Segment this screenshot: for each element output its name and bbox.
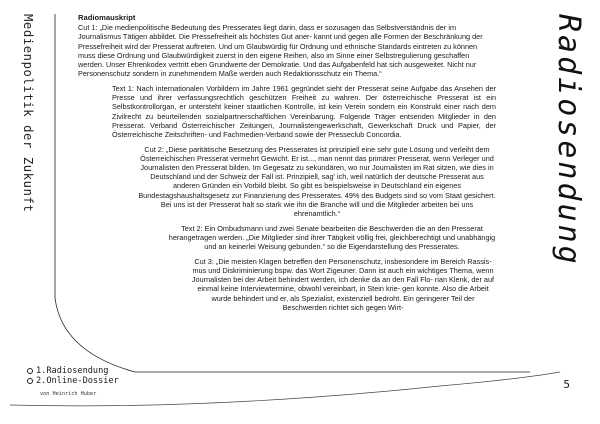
author-byline: von Heinrich Huber [40, 391, 97, 397]
script-paragraph: Cut 1: „Die medienpolitische Bedeutung des Presserates liegt darin, dass er sozusagen das Selbstverständnis der im Journalismus Tätigen abbildet. Die Pressefreiheit als höchstes Gut aner- kannt und gegen alle Formen der Beschränkung der Pressefreiheit wird der Presserat auftreten. Und um Glaubwürdig für Ordnung und ethnische Standards eintreten zu können muss diese Ordnung und Glaubwürdigkeit zuerst in den eigene Reihen, also im Sinne einer Selbstregulierung geschaffen werden. Unser Ehrenkodex vertritt eben Grundwerte der Demokratie. Und das Aufgabenfeld hat sich ausgeweitet. Nicht nur Personenschutz sondern in zunehmendem Maße werden auch Redaktionsschutz ein Thema.“ [78, 23, 483, 79]
script-heading: Radiomauskript [78, 13, 136, 22]
nav-item-label: 2.Online-Dossier [36, 376, 119, 386]
script-paragraph: Text 1: Nach internationalen Vorbildern im Jahre 1961 gegründet sieht der Presserat seine Aufgabe das Ansehen der Presse und ihrer verfassungsrechtlich geschützen Freiheit zu wahren. Der österreichische Presserat ist ein Selbstkontrollorgan, er untersteht keiner staatlichen Kontrolle, ist kein Verein sondern ein Konstrukt einer nach dem Zivilrecht zu beurteilenden sozialpartnerschaftlichen Vereinbarung. Folgende Träger entsenden Mitglieder in den Presserat. Verband Österreichischer Zeitungen, Journalistengewerkschaft, Gewerkschaft Druck und Papier, der Österreichische Zeitschriften- und Fachmedien-Verband sowie der Presseclub Concordia. [112, 83, 496, 139]
script-body [78, 13, 496, 318]
section-vertical-title: Radiosendung [551, 14, 586, 267]
page-number: 5 [563, 378, 570, 391]
script-paragraph: Cut 2: „Diese paritätische Besetzung des Presserates ist prinzipiell eine sehr gute Lösung und verleiht dem Österreichischen Presserat vermehrt Gewicht. Er ist..., man nennt das primärer Presserat, wenn Verleger und Journalisten den Presserat bilden. Im Gegesatz zu sekundären, wo nur Journalisten im Rat sitzen, wie dies in Deutschland und der Schweiz der Fall ist. Prinzipiell, sag' ich, weil natürlich der deutsche Presserat aus anderen Gründen ein Vorbild bleibt. So gibt es beispielsweise in Deutschland ein eigenes Bundestagshaushaltsgesetz zur Finanzierung des Presserates. 49% des Budgets sind so vom Staat gesichert. Bei uns ist der Presserat halt so stark wie ihn die Branche will und die Mitglieder arbeiten bei uns ehrenamtlich.“ [138, 144, 496, 219]
script-paragraph: Text 2: Ein Ombudsmann und zwei Senate bearbeiten die Beschwerden die an den Presserat herangetragen werden. „Die Mitglieder sind ihrer Tätigkeit völlig frei, gleichberechtigt und unabhängig und an keinerlei Weisung gebunden.“ so die Eigendarstellung des Presserates. [168, 223, 496, 252]
bullet-icon [27, 368, 33, 374]
bullet-icon [27, 378, 33, 384]
sidebar-vertical-title: Medienpolitik der Zukunft [21, 14, 35, 213]
nav-item-online-dossier[interactable] [27, 376, 119, 386]
section-nav [27, 366, 119, 386]
nav-item-radiosendung[interactable] [27, 366, 119, 376]
nav-item-label: 1.Radiosendung [36, 366, 109, 376]
script-paragraph: Cut 3: „Die meisten Klagen betreffen den Personenschutz, insbesondere im Bereich Rassis- mus und Diskriminierung bspw. das Wort Zigeuner. Dann ist auch ein wichtiges Thema, wenn Journalisten bei der Arbeit behindert werden, ich denke da an den Fall Flo- rian Klenk, der auf einmal keine Interviewtermine, obwohl vereinbart, in Stein krie- gen konnte. Also die Arbeit wurde behindert und er, als Spezialist, existenziell bedroht. Ein geringerer Teil der Beschwerden richtet sich gegen Wirt- [191, 256, 495, 312]
